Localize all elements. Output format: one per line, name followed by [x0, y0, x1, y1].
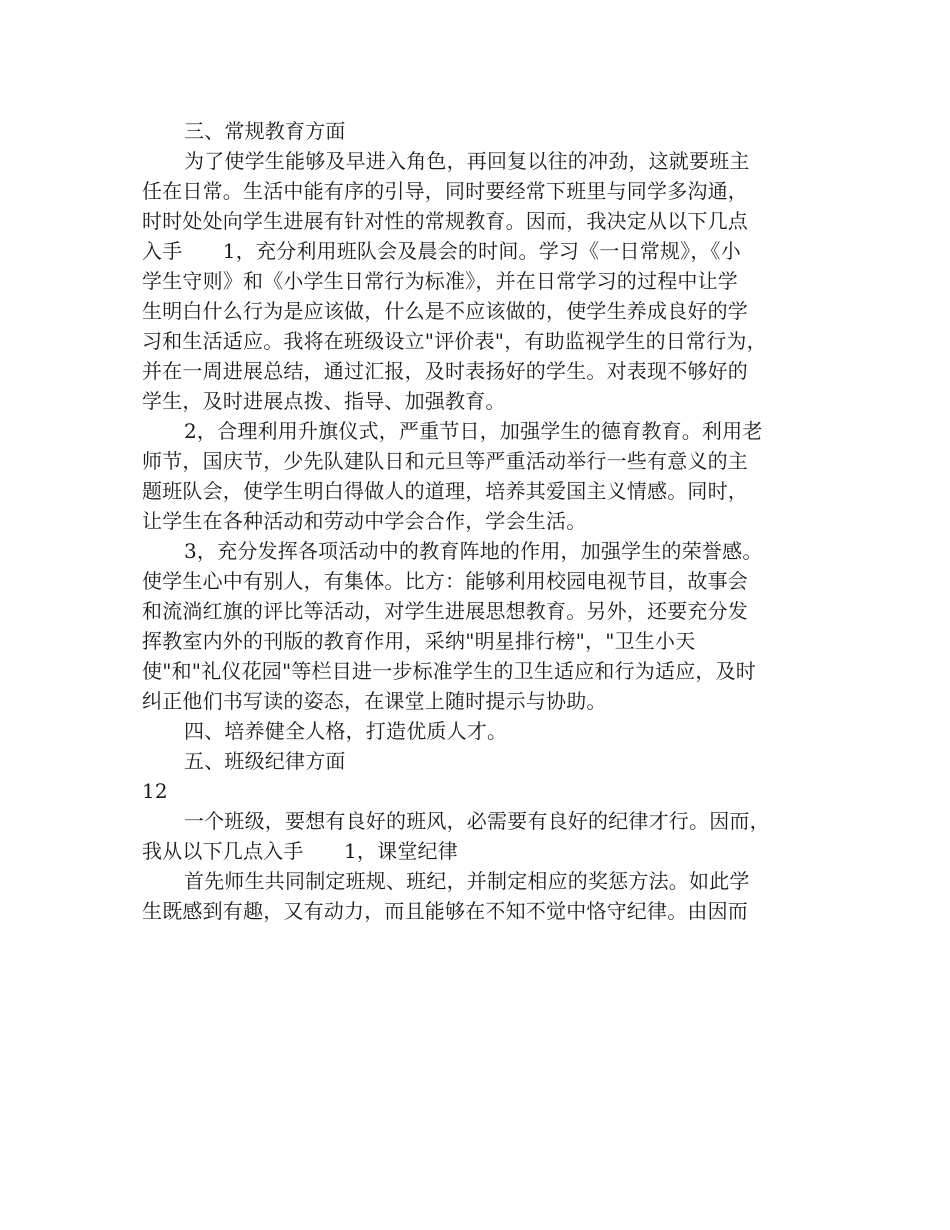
- text-line: 四、培养健全人格，打造优质人才。: [184, 719, 508, 743]
- text-line: 生明白什么行为是应该做，什么是不应该做的，使学生养成良好的学: [142, 299, 748, 323]
- text-line: 五、班级纪律方面: [184, 749, 346, 773]
- text-line: 12: [142, 779, 168, 803]
- text-line: 三、常规教育方面: [184, 119, 346, 143]
- text-line: 并在一周进展总结，通过汇报，及时表扬好的学生。对表现不够好的: [142, 359, 748, 383]
- text-line: 纠正他们书写读的姿态，在课堂上随时提示与协助。: [142, 689, 607, 713]
- text-line: 我从以下几点入手 1，课堂纪律: [142, 839, 458, 863]
- text-line: 挥教室内外的刊版的教育作用，采纳"明星排行榜"，"卫生小天: [142, 629, 696, 653]
- document-body: [142, 116, 822, 926]
- text-line: 让学生在各种活动和劳动中学会合作，学会生活。: [142, 509, 587, 533]
- text-line: 师节，国庆节，少先队建队日和元旦等严重活动举行一些有意义的主: [142, 449, 748, 473]
- text-line: 任在日常。生活中能有序的引导，同时要经常下班里与同学多沟通，: [142, 179, 748, 203]
- text-line: 2，合理利用升旗仪式，严重节日，加强学生的德育教育。利用老: [184, 419, 763, 443]
- text-line: 一个班级，要想有良好的班风，必需要有良好的纪律才行。因而，: [184, 809, 770, 833]
- text-line: 使"和"礼仪花园"等栏目进一步标准学生的卫生适应和行为适应，及时: [142, 659, 756, 683]
- text-line: 题班队会，使学生明白得做人的道理，培养其爱国主义情感。同时，: [142, 479, 748, 503]
- text-line: 使学生心中有别人，有集体。比方：能够利用校园电视节目，故事会: [142, 569, 748, 593]
- text-line: 学生，及时进展点拨、指导、加强教育。: [142, 389, 506, 413]
- text-line: 入手 1，充分利用班队会及晨会的时间。学习《一日常规》，《小: [142, 239, 741, 263]
- text-line: 为了使学生能够及早进入角色，再回复以往的冲劲，这就要班主: [184, 149, 750, 173]
- text-line: 生既感到有趣，又有动力，而且能够在不知不觉中恪守纪律。由因而: [142, 899, 748, 923]
- text-line: 3，充分发挥各项活动中的教育阵地的作用，加强学生的荣誉感。: [184, 539, 763, 563]
- text-line: 时时处处向学生进展有针对性的常规教育。因而，我决定从以下几点: [142, 209, 748, 233]
- text-line: 首先师生共同制定班规、班纪，并制定相应的奖惩方法。如此学: [184, 869, 750, 893]
- text-line: 习和生活适应。我将在班级设立"评价表"，有助监视学生的日常行为，: [142, 329, 767, 353]
- text-line: 和流淌红旗的评比等活动，对学生进展思想教育。另外，还要充分发: [142, 599, 748, 623]
- text-line: 学生守则》和《小学生日常行为标准》，并在日常学习的过程中让学: [142, 269, 738, 293]
